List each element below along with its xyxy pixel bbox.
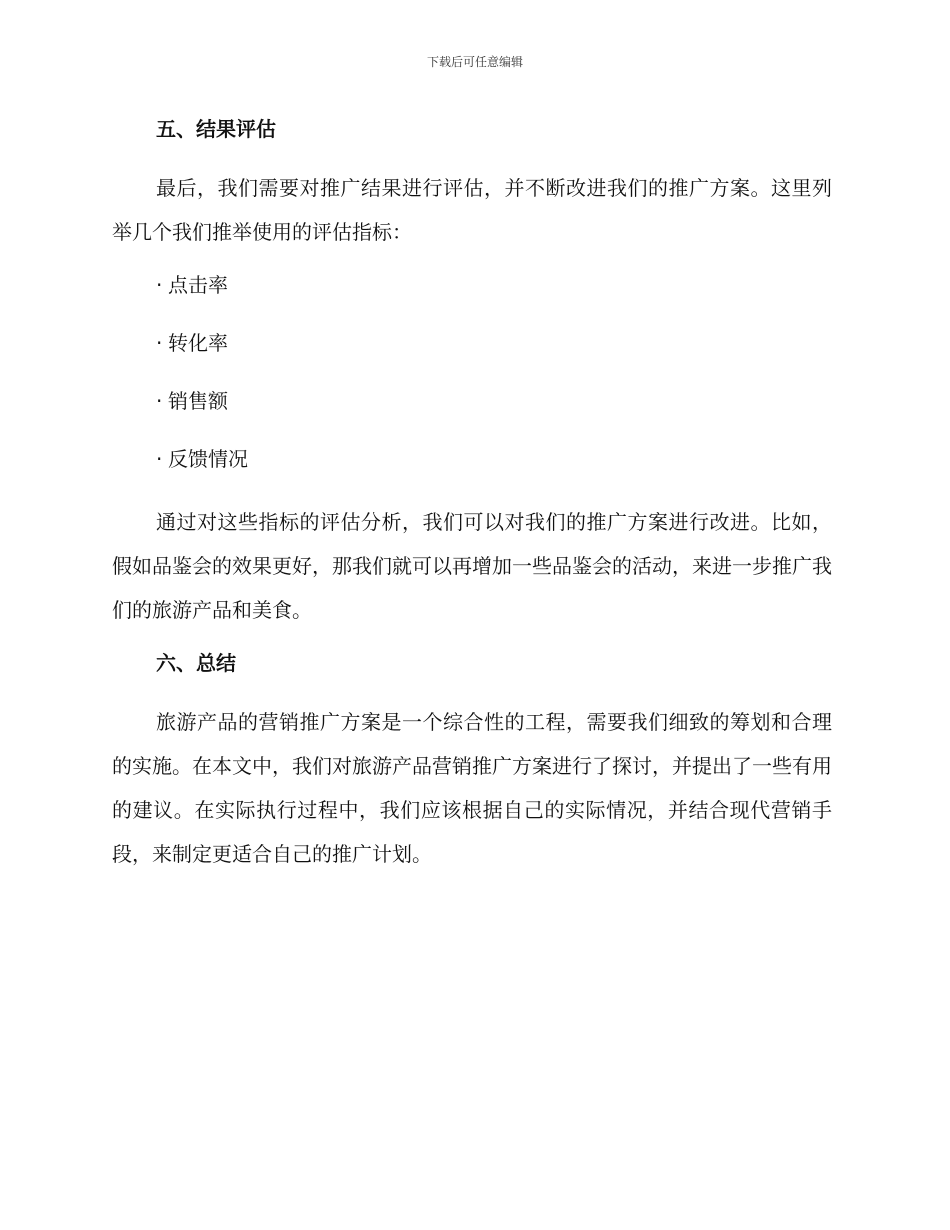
- bullet-dot: ·: [156, 273, 163, 297]
- bullet-label: 点击率: [168, 273, 228, 297]
- paragraph-evaluation-intro: 最后，我们需要对推广结果进行评估，并不断改进我们的推广方案。这里列举几个我们推举使用的评估指标：: [112, 176, 832, 244]
- bullet-item-conversion-rate: [112, 326, 832, 360]
- paragraph-evaluation-analysis: 通过对这些指标的评估分析，我们可以对我们的推广方案进行改进。比如，假如品鉴会的效果更好，那我们就可以再增加一些品鉴会的活动，来进一步推广我们的旅游产品和美食。: [112, 510, 832, 622]
- bullet-item-feedback: [112, 442, 832, 476]
- bullet-label: 销售额: [168, 389, 228, 413]
- bullet-dot: ·: [156, 331, 163, 355]
- bullet-label: 转化率: [168, 331, 228, 355]
- bullet-item-click-rate: [112, 268, 832, 302]
- section-heading-summary: 六、总结: [156, 651, 236, 675]
- page-header: 下载后可任意编辑: [426, 55, 523, 69]
- section-heading-results-evaluation: 五、结果评估: [156, 117, 276, 141]
- document-body: [112, 112, 832, 890]
- paragraph-summary: 旅游产品的营销推广方案是一个综合性的工程，需要我们细致的筹划和合理的实施。在本文中，我们对旅游产品营销推广方案进行了探讨，并提出了一些有用的建议。在实际执行过程中，我们应该根据自己的实际情况，并结合现代营销手段，来制定更适合自己的推广计划。: [112, 710, 832, 866]
- bullet-label: 反馈情况: [168, 447, 248, 471]
- bullet-dot: ·: [156, 447, 163, 471]
- bullet-item-sales: [112, 384, 832, 418]
- bullet-dot: ·: [156, 389, 163, 413]
